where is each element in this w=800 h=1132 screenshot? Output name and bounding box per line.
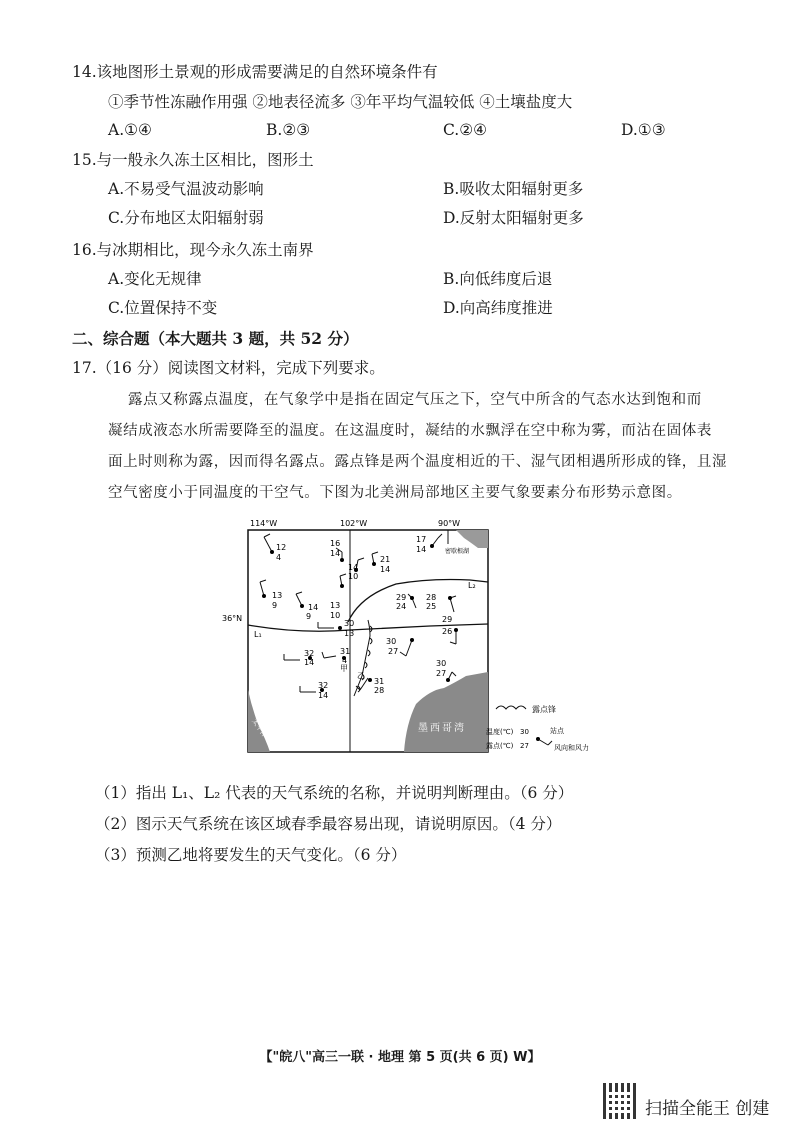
qr-code-icon [603,1083,639,1119]
station-temp: 12 [276,543,287,552]
station [264,534,286,562]
legend-front-label: 露点锋 [532,705,556,714]
station-dew: 9 [306,612,312,621]
station [330,574,346,620]
station [416,534,442,554]
q15-option-d: D.反射太阳辐射更多 [443,209,584,227]
q17-para-line-2: 凝结成液态水所需要降至的温度。在这温度时，凝结的水飘浮在空中称为雾，而沾在固体表 [108,423,712,439]
station [436,659,456,682]
place-yi: 乙 [357,671,365,680]
station-temp: 17 [416,535,427,544]
q16-stem: 16.与冰期相比，现今永久冻土南界 [72,241,314,259]
station [296,592,318,621]
station-dew: 25 [426,602,437,611]
q14-option-d: D.①③ [621,121,666,139]
station-dew: 14 [318,691,329,700]
q16-option-a: A.变化无规律 [108,270,202,288]
page-footer: 【"皖八"高三一联 · 地理 第 5 页(共 6 页) W】 [259,1050,541,1065]
station-dew: 14 [330,549,341,558]
station-dew: 9 [272,601,278,610]
q14-option-a: A.①④ [108,121,152,139]
station-dew: 14 [416,545,427,554]
station-dew: 26 [442,627,453,636]
lon-label-114w: 114°W [250,519,278,528]
station-dew: 10 [330,611,341,620]
station [322,647,350,665]
legend-temp-label: 温度(℃) [486,728,514,736]
station-temp: 13 [272,591,283,600]
station [318,619,354,638]
q17-stem: 17.（16 分）阅读图文材料，完成下列要求。 [72,359,385,377]
station-temp: 14 [348,563,359,572]
q14-conditions: ①季节性冻融作用强 ②地表径流多 ③年平均气温较低 ④土壤盐度大 [108,93,573,111]
station-temp: 30 [344,619,355,628]
gulf-of-mexico [404,672,488,752]
station [442,615,458,644]
station-temp: 31 [374,677,385,686]
station [300,681,328,700]
station [260,580,282,610]
station [284,649,314,667]
legend-station-label: 站点 [550,727,564,735]
place-jia: 甲 [340,664,348,673]
station-temp: 16 [330,539,341,548]
line-l2 [348,580,488,623]
legend-front-symbol [496,706,526,709]
station-temp: 29 [396,593,407,602]
station-temp: 28 [426,593,437,602]
pacific-label: 太平洋 [250,717,269,740]
q14-stem: 14.该地图形土景观的形成需要满足的自然环境条件有 [72,63,438,81]
station-temp: 30 [436,659,447,668]
legend-wind-label: 风向和风力 [554,744,589,752]
q15-option-b: B.吸收太阳辐射更多 [443,180,584,198]
lake-michigan [456,530,488,548]
legend-dew-label: 露点(℃) [486,742,514,750]
station-dew: 4 [342,656,348,665]
q16-option-d: D.向高纬度推进 [443,299,553,317]
q17-para-line-4: 空气密度小于同温度的干空气。下图为北美洲局部地区主要气象要素分布形势示意图。 [108,485,682,501]
station-temp: 32 [304,649,315,658]
weather-map [220,512,620,762]
station-temp: 30 [386,637,397,646]
station-temp: 21 [380,555,391,564]
lon-label-102w: 102°W [340,519,368,528]
q16-option-c: C.位置保持不变 [108,299,218,317]
l1-label: L₁ [254,630,262,639]
station-temp: 29 [442,615,453,624]
q17-sub-2: （2）图示天气系统在该区域春季最容易出现，请说明原因。（4 分） [95,815,562,833]
dew-point-front [354,620,370,696]
station [426,593,456,612]
station [372,552,390,574]
station-dew: 27 [436,669,447,678]
station-dew: 14 [380,565,391,574]
station-temp: 13 [330,601,341,610]
station-dew: 4 [276,553,282,562]
station-temp: 14 [308,603,319,612]
scanner-brand: 扫描全能王 创建 [645,1099,770,1119]
q14-option-c: C.②④ [443,121,488,139]
station-dew: 24 [396,602,407,611]
legend-sample-dew: 27 [520,742,529,750]
q15-option-c: C.分布地区太阳辐射弱 [108,209,264,227]
lat-label-36n: 36°N [222,614,243,623]
map-legend [486,704,589,752]
q15-stem: 15.与一般永久冻土区相比，图形土 [72,151,314,169]
station [396,593,416,611]
station-dew: 10 [348,572,359,581]
station [386,637,414,656]
legend-sample-temp: 30 [520,728,529,736]
q17-sub-3: （3）预测乙地将要发生的天气变化。（6 分） [95,846,407,864]
station-dew: 27 [388,647,399,656]
section-heading: 二、综合题（本大题共 3 题，共 52 分） [72,329,359,348]
station-dew: 13 [344,629,355,638]
q14-option-b: B.②③ [266,121,311,139]
l2-label: L₂ [468,581,476,590]
q16-option-b: B.向低纬度后退 [443,270,553,288]
lon-label-90w: 90°W [438,519,461,528]
station-dew: 14 [304,658,315,667]
station-temp: 32 [318,681,329,690]
q17-sub-1: （1）指出 L₁、L₂ 代表的天气系统的名称，并说明判断理由。（6 分） [95,784,574,802]
q15-option-a: A.不易受气温波动影响 [108,180,264,198]
station [330,539,344,562]
gulf-label: 墨西哥湾 [418,723,466,734]
station-temp: 31 [340,647,351,656]
q17-para-line-3: 面上时则称为露，因而得名露点。露点锋是两个温度相近的干、湿气团相遇所形成的锋，且湿 [108,454,728,470]
lake-michigan-label: 密歇根湖 [445,548,470,555]
q17-para-line-1: 露点又称露点温度，在气象学中是指在固定气压之下，空气中所含的气态水达到饱和而 [128,392,702,408]
station-dew: 28 [374,686,385,695]
